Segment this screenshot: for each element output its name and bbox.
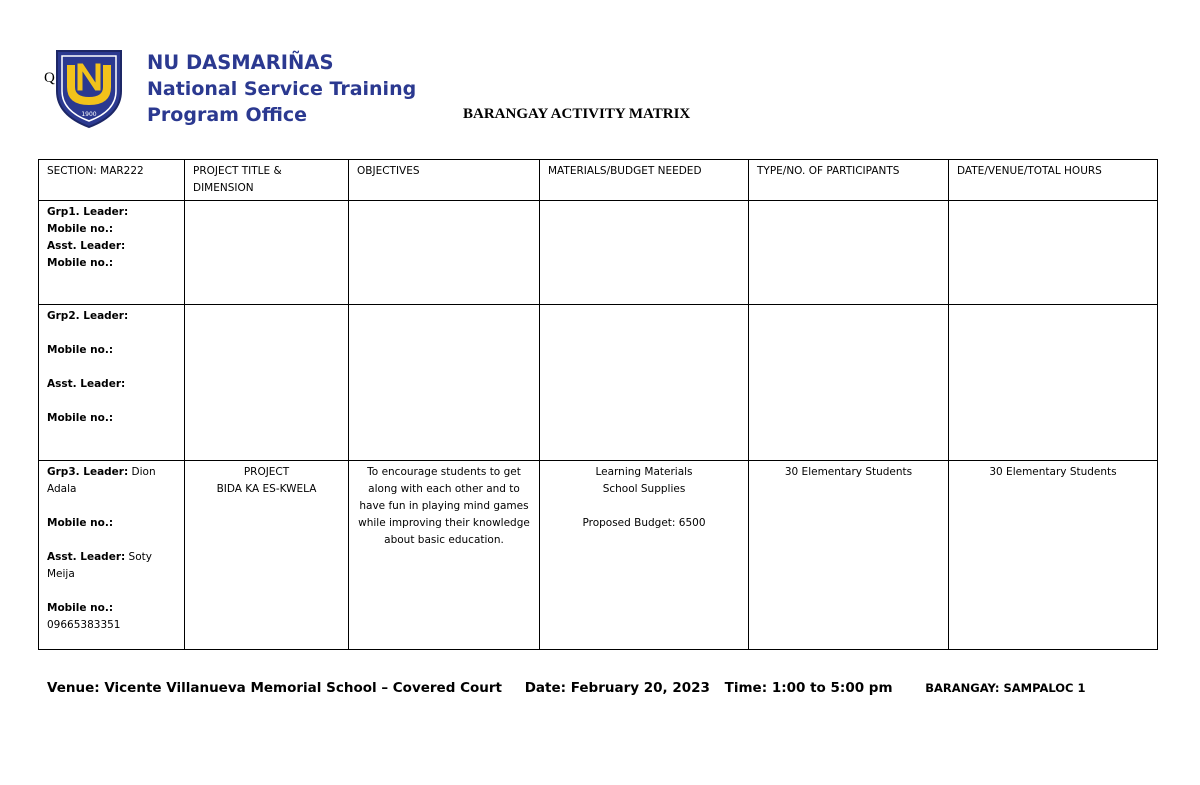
group3-leader-name: Dion Adala: [47, 466, 156, 495]
nu-shield-logo-icon: [53, 45, 125, 129]
group3-asst-label: Asst. Leader:: [47, 551, 126, 563]
footer-details: [47, 680, 1086, 696]
header-section: SECTION: MAR222: [39, 160, 185, 201]
group3-materials-line2: School Supplies: [602, 483, 686, 495]
document-title: BARANGAY ACTIVITY MATRIX: [463, 106, 691, 122]
footer-time: Time: 1:00 to 5:00 pm: [724, 680, 893, 696]
group3-date-cell: 30 Elementary Students: [949, 461, 1158, 650]
group1-asst-label: Asst. Leader:: [47, 240, 126, 252]
brand-line-3: Program Office: [147, 104, 308, 126]
header-project-title: PROJECT TITLE & DIMENSION: [185, 160, 349, 201]
table-row-group3: [39, 461, 1158, 650]
header-date-venue-hours: DATE/VENUE/TOTAL HOURS: [949, 160, 1158, 201]
logo-year: 1900: [81, 111, 97, 118]
group3-leader-label: Grp3. Leader:: [47, 466, 129, 478]
table-header-row: [39, 160, 1158, 201]
group2-asst-mobile-label: Mobile no.:: [47, 412, 114, 424]
footer-venue: Venue: Vicente Villanueva Memorial School – Covered Court: [47, 680, 502, 696]
group1-participants-cell: [749, 201, 949, 305]
group3-materials-cell: [540, 461, 749, 650]
group1-mobile-label: Mobile no.:: [47, 223, 114, 235]
brand-line-2: National Service Training: [147, 78, 417, 100]
group2-project-cell: [185, 305, 349, 461]
group3-mobile-label: Mobile no.:: [47, 517, 114, 529]
header-objectives: OBJECTIVES: [349, 160, 540, 201]
group3-project-line2: BIDA KA ES-KWELA: [216, 483, 317, 495]
group3-participants-cell: 30 Elementary Students: [749, 461, 949, 650]
group1-info-cell: [39, 201, 185, 305]
group1-leader-label: Grp1. Leader:: [47, 206, 129, 218]
group2-asst-label: Asst. Leader:: [47, 378, 126, 390]
group1-asst-mobile-label: Mobile no.:: [47, 257, 114, 269]
group2-mobile-label: Mobile no.:: [47, 344, 114, 356]
brand-name: [147, 50, 416, 128]
group3-asst-mobile-label: Mobile no.:: [47, 602, 114, 614]
group3-budget: Proposed Budget: 6500: [582, 517, 706, 529]
group3-info-cell: [39, 461, 185, 650]
group1-date-cell: [949, 201, 1158, 305]
group3-objectives-cell: To encourage students to get along with each other and to have fun in playing mind games while improving their knowledge about basic education.: [349, 461, 540, 650]
group3-project-line1: PROJECT: [243, 466, 290, 478]
group1-project-cell: [185, 201, 349, 305]
footer-barangay: BARANGAY: SAMPALOC 1: [925, 681, 1086, 695]
table-row-group1: [39, 201, 1158, 305]
group2-date-cell: [949, 305, 1158, 461]
footer-date: Date: February 20, 2023: [524, 680, 710, 696]
header-participants: TYPE/NO. OF PARTICIPANTS: [749, 160, 949, 201]
group3-leader: [47, 464, 176, 498]
group2-info-cell: [39, 305, 185, 461]
group3-asst-mobile-value: 09665383351: [47, 619, 121, 631]
group2-participants-cell: [749, 305, 949, 461]
group1-materials-cell: [540, 201, 749, 305]
table-row-group2: [39, 305, 1158, 461]
group1-objectives-cell: [349, 201, 540, 305]
group3-asst: [47, 549, 176, 583]
activity-matrix-table: [38, 159, 1158, 650]
group2-objectives-cell: [349, 305, 540, 461]
header-materials-budget: MATERIALS/BUDGET NEEDED: [540, 160, 749, 201]
group3-asst-name: Soty Meija: [47, 551, 152, 580]
group3-project-cell: [185, 461, 349, 650]
group3-materials-line1: Learning Materials: [595, 466, 693, 478]
group2-materials-cell: [540, 305, 749, 461]
brand-line-1: NU DASMARIÑAS: [147, 51, 334, 74]
group2-leader-label: Grp2. Leader:: [47, 310, 129, 322]
stray-character: Q: [44, 70, 55, 86]
